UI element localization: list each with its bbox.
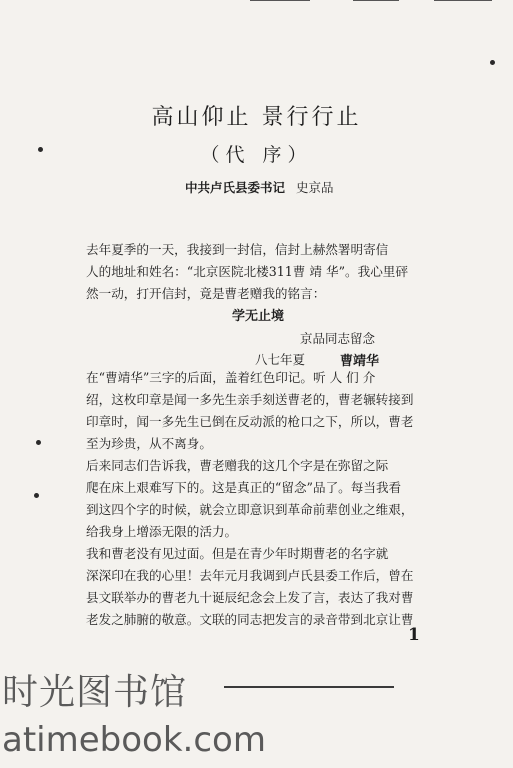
top-rule [353,0,399,1]
text-line: 我和曹老没有见过面。但是在青少年时期曹老的名字就 [86,546,389,561]
motto: 学无止境 [232,309,285,324]
author-org: 中共卢氏县委书记 [185,180,286,195]
watermark-url: atimebook.com [2,720,266,760]
text-line: 至为珍贵，从不离身。 [86,436,212,451]
text-line: 然一动，打开信封，竟是曹老赠我的铭言： [86,286,326,301]
page-title: 高山仰止 景行行止 [151,105,362,130]
text-line: 老发之肺腑的敬意。文联的同志把发言的录音带到北京让曹 [86,612,414,627]
speck [490,60,495,65]
signature-name: 曹靖华 [340,354,380,369]
top-rule [434,0,492,1]
top-rule [250,0,310,1]
text-line: 人的地址和姓名：“北京医院北楼311曹 靖 华”。我心里砰 [86,264,408,279]
text-line: 给我身上增添无限的活力。 [86,524,238,539]
text-line: 后来同志们告诉我，曹老赠我的这几个字是在弥留之际 [86,458,389,473]
signature-date: 八七年夏 [255,352,306,367]
text-line: 印章时，闻一多先生已倒在反动派的枪口之下，所以，曹老 [86,414,414,429]
speck [36,440,41,445]
text-line: 绍，这枚印章是闻一多先生亲手刻送曹老的，曹老辗转接到 [86,392,414,407]
speck [34,493,39,498]
text-line: 到这四个字的时候，就会立即意识到革命前辈创业之维艰， [86,502,414,517]
text-line: 爬在床上艰难写下的。这是真正的“留念”品了。每当我看 [86,480,402,495]
dedication: 京品同志留念 [300,331,376,346]
author-name: 史京品 [296,180,334,195]
text-line: 去年夏季的一天，我接到一封信，信封上赫然署明寄信 [86,242,389,257]
page-number: 1 [408,625,420,645]
text-line: 在“曹靖华”三字的后面，盖着红色印记。听 人 们 介 [86,370,376,385]
watermark-title: 时光图书馆 [2,672,188,713]
text-line: 深深印在我的心里！去年元月我调到卢氏县委工作后，曾在 [86,568,414,583]
divider [224,686,394,688]
text-line: 县文联举办的曹老九十诞辰纪念会上发了言，表达了我对曹 [86,590,414,605]
page-subtitle: （代 序） [200,144,313,166]
